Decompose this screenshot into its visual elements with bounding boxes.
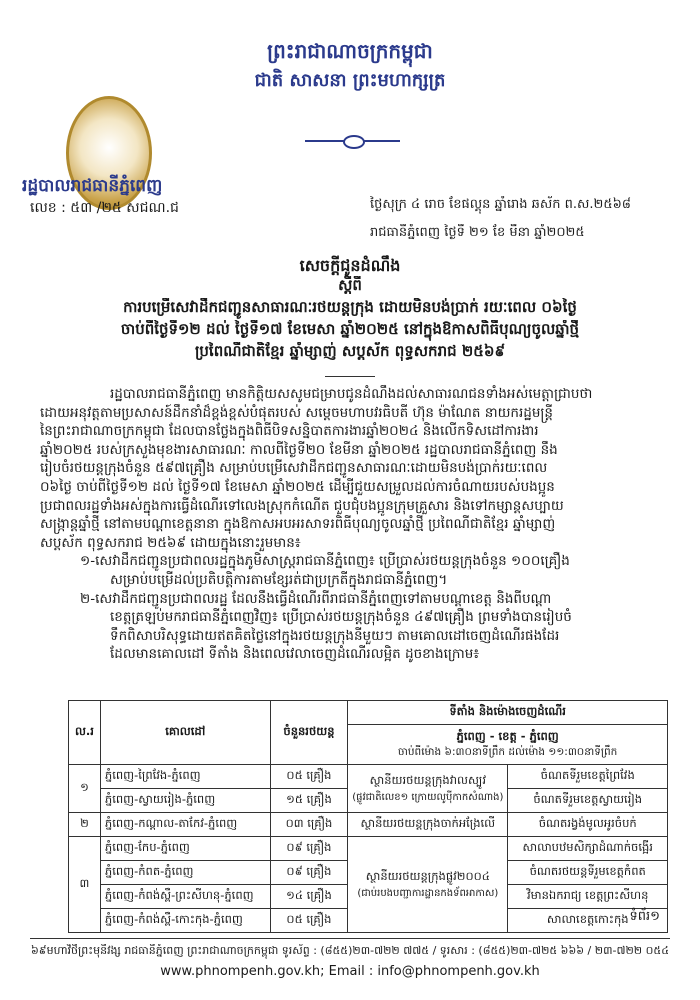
solar-date: រាជធានីភ្នំពេញ ថ្ងៃទី ២១ ខែ មីនា ឆ្នាំ២០២៥ xyxy=(370,225,585,240)
lunar-date: ថ្ងៃសុក្រ ៤ រោច ខែផល្គុន ឆ្នាំរោង ឆស័ក ព.ស.២៥៦៨ xyxy=(370,197,632,212)
body-line: ឆ្នាំ២០២៥ របស់ក្រសួងមុខងារសាធារណៈ កាលពីថ្ងៃទី២០ ខែមីនា ឆ្នាំ២០២៥ រដ្ឋបាលរាជធានីភ្នំពេញ នឹង xyxy=(40,441,558,458)
departure-name: ស្ថានីយរថយន្តក្រុងវាលស្បូវ xyxy=(369,772,487,787)
body-line: ទឹកពិសាបរិសុទ្ធដោយឥតគិតថ្លៃនៅក្នុងរថយន្តក្រុងនីមួយៗ តាមគោលដៅចេញដំណើរផងដែរ xyxy=(110,627,560,644)
cell-arrival: ចំណតរថយន្តទីរួមខេត្តកំពត xyxy=(508,861,668,885)
cell-count: ០៥ គ្រឿង xyxy=(270,765,348,789)
reference-number: លេខ : ៥៣ /២៥ សជណ.ជ xyxy=(30,200,179,216)
body-line: ២-សេវាដឹកជញ្ជូនប្រជាពលរដ្ឋ ដែលនឹងធ្វើដំណើរពីរាជធានីភ្នំពេញទៅតាមបណ្តាខេត្ត និងពីបណ្តា xyxy=(80,590,552,607)
header-bus-count: ចំនួនរថយន្ត xyxy=(270,701,348,765)
notice-about: ស្តីពី xyxy=(338,276,362,294)
table-row xyxy=(69,837,668,861)
departure-name: ស្ថានីយរថយន្តក្រុងផ្លូវ២០០៤ xyxy=(365,868,490,883)
body-line: ដោយអនុវត្តតាមប្រសាសន៍ដឹកនាំដ៏ខ្ពង់ខ្ពស់បំផុតរបស់ សម្តេចមហាបវរធិបតី ហ៊ុន ម៉ាណែត នាយករដ្ឋមន្ត្រី xyxy=(40,404,553,421)
departure-note: (ផ្លូវជាតិលេខ១ ក្រោយលូប៉ីកាកសំណាង) xyxy=(352,791,504,803)
cell-arrival: វិមានឯករាជ្យ ខេត្តព្រះសីហនុ xyxy=(508,885,668,909)
body-line: រៀបចំរថយន្តក្រុងចំនួន ៥៩៧គ្រឿង សម្រាប់បម្រើសេវាដឹកជញ្ជូនសាធារណៈដោយមិនបង់ប្រាក់រយៈពេល xyxy=(40,460,548,477)
body-line: នៃព្រះរាជាណាចក្រកម្ពុជា ដែលបានថ្លែងក្នុងពិធីបិទសន្និបាតការងារឆ្នាំ២០២៤ និងលើកទិសដៅការងារ xyxy=(40,423,539,440)
cell-destination: ភ្នំពេញ-កំពង់ស្ពឺ-ព្រះសីហនុ-ភ្នំពេញ xyxy=(100,885,270,909)
cell-departure: ស្ថានីយរថយន្តក្រុងចាក់អង្រែលើ xyxy=(348,813,508,837)
cell-arrival: សាលាបឋមសិក្សាដំណាក់ចង្អើរ xyxy=(508,837,668,861)
body-line: រដ្ឋបាលរាជធានីភ្នំពេញ មានកិត្តិយសសូមជម្រាបជូនដំណឹងដល់សាធារណជនទាំងអស់មេត្តាជ្រាបថា xyxy=(110,386,593,402)
body-line: ដែលមានគោលដៅ ទីតាំង និងពេលវេលាចេញដំណើរលម្អិត ដូចខាងក្រោម៖ xyxy=(110,646,480,663)
kingdom-title: ព្រះរាជាណាចក្រកម្ពុជា xyxy=(267,39,433,63)
ornament-divider xyxy=(305,140,400,142)
route-label: ភ្នំពេញ - ខេត្ត - ភ្នំពេញ xyxy=(456,728,559,743)
body-line: សម្រាប់បម្រើដល់ប្រតិបត្តិការតាមខ្សែរត់ជាប្រក្រតីក្នុងរាជធានីភ្នំពេញ។ xyxy=(110,572,448,588)
body-line: សង្ក្រាន្តឆ្នាំថ្មី នៅតាមបណ្តាខេត្តនានា ក្នុងឱកាសអបអរសាទរពិធីបុណ្យចូលឆ្នាំថ្មី ប្រពៃណីជាតិខ្មែរ ឆ្នាំម្សាញ់ xyxy=(40,516,556,533)
cell-no: ២ xyxy=(69,813,101,837)
organization-name: រដ្ឋបាលរាជធានីភ្នំពេញ xyxy=(22,176,163,196)
cell-arrival: ចំណតទីរួមខេត្តស្វាយរៀង xyxy=(508,789,668,813)
cell-destination: ភ្នំពេញ-កំពង់ស្ពឺ-កោះកុង-ភ្នំពេញ xyxy=(100,909,270,933)
footer-address: ៦៩មហាវិថីព្រះមុនីវង្ស រាជធានីភ្នំពេញ ព្រះរាជាណាចក្រកម្ពុជា ទូរស័ព្ទ : (៨៥៥)២៣-៧២២ ៧៧៥ / ទូរសារ : (៨៥៥)២៣-៧២៥ ៦៦៦ / ២៣-៧២២ ០៥៤ xyxy=(31,944,669,957)
cell-destination: ភ្នំពេញ-ព្រៃវែង-ភ្នំពេញ xyxy=(100,765,270,789)
cell-count: ១៤ គ្រឿង xyxy=(270,885,348,909)
departure-note: (ជាប់របងបញ្ជាការដ្ឋានកងទ័ពអាកាស) xyxy=(357,887,499,899)
separator xyxy=(325,376,375,377)
notice-heading: សេចក្តីជូនដំណឹង xyxy=(299,256,401,275)
body-line: ១-សេវាដឹកជញ្ជូនប្រជាពលរដ្ឋក្នុងភូមិសាស្ត្ររាជធានីភ្នំពេញ៖ ប្រើប្រាស់រថយន្តក្រុងចំនួន ១០០គ្រឿង xyxy=(80,553,570,570)
notice-subject-line: ប្រពៃណីជាតិខ្មែរ ឆ្នាំម្សាញ់ សប្តស័ក ពុទ្ធសករាជ ២៥៦៩ xyxy=(194,342,506,360)
cell-count: ០៣ គ្រឿង xyxy=(270,813,348,837)
cell-destination: ភ្នំពេញ-កណ្តាល-តាកែវ-ភ្នំពេញ xyxy=(100,813,270,837)
schedule-table xyxy=(68,700,668,933)
table-row xyxy=(69,813,668,837)
cell-count: ១៥ គ្រឿង xyxy=(270,789,348,813)
cell-destination: ភ្នំពេញ-កែប-ភ្នំពេញ xyxy=(100,837,270,861)
cell-departure xyxy=(348,765,508,813)
notice-subject-line: ចាប់ពីថ្ងៃទី១២ ដល់ ថ្ងៃទី១៧ ខែមេសា ឆ្នាំ២០២៥ នៅក្នុងឱកាសពិធីបុណ្យចូលឆ្នាំថ្មី xyxy=(120,320,580,338)
cell-destination: ភ្នំពេញ-កំពត-ភ្នំពេញ xyxy=(100,861,270,885)
cell-no: ១ xyxy=(69,765,101,813)
notice-subject-line: ការបម្រើសេវាដឹកជញ្ជូនសាធារណៈរថយន្តក្រុង ដោយមិនបង់ប្រាក់ រយៈពេល ០៦ថ្ងៃ xyxy=(123,298,577,316)
cell-count: ០៩ គ្រឿង xyxy=(270,837,348,861)
header-destination: គោលដៅ xyxy=(100,701,270,765)
cell-no: ៣ xyxy=(69,837,101,933)
header-no: ល.រ xyxy=(69,701,101,765)
body-line: ខេត្តត្រឡប់មករាជធានីភ្នំពេញវិញ៖ ប្រើប្រាស់រថយន្តក្រុងចំនួន ៤៩៧គ្រឿង ព្រមទាំងបានរៀបចំ xyxy=(110,609,572,626)
national-motto: ជាតិ សាសនា ព្រះមហាក្សត្រ xyxy=(254,70,446,91)
header-route xyxy=(348,725,668,765)
cell-arrival: សាលាខេត្តកោះកុង xyxy=(508,909,668,933)
cell-departure xyxy=(348,837,508,933)
cell-arrival: ចំណតទីរួមខេត្តព្រៃវែង xyxy=(508,765,668,789)
cell-count: ០៩ គ្រឿង xyxy=(270,861,348,885)
cell-destination: ភ្នំពេញ-ស្វាយរៀង-ភ្នំពេញ xyxy=(100,789,270,813)
body-line: ០៦ថ្ងៃ ចាប់ពីថ្ងៃទី១២ ដល់ ថ្ងៃទី១៧ ខែមេសា ឆ្នាំ២០២៥ ដើម្បីជួយសម្រួលដល់ការចំណាយរបស់បងប្អូន xyxy=(40,479,555,495)
body-line: សប្តស័ក ពុទ្ធសករាជ ២៥៦៩ ដោយក្នុងនោះរួមមាន៖ xyxy=(40,534,301,551)
cell-arrival: ចំណតរង្វង់មូលអូរចំបក់ xyxy=(508,813,668,837)
time-label: ចាប់ពីម៉ោង ៦:៣០នាទីព្រឹក ដល់ម៉ោង ១១:៣០នាទីព្រឹក xyxy=(397,745,618,758)
cell-count: ០៥ គ្រឿង xyxy=(270,909,348,933)
footer-contact[interactable]: www.phnompenh.gov.kh; Email : info@phnompenh.gov.kh xyxy=(160,964,540,979)
footer-divider xyxy=(30,938,670,939)
table-row xyxy=(69,765,668,789)
header-location: ទីតាំង និងម៉ោងចេញដំណើរ xyxy=(348,701,668,725)
body-line: ប្រជាពលរដ្ឋទាំងអស់ក្នុងការធ្វើដំណើរទៅលេងស្រុកកំណើត ជួបជុំបងប្អូនក្រុមគ្រួសារ និងទៅកម្សាន្តសប្បាយ xyxy=(40,497,564,514)
page-number: ទំព័រ១ xyxy=(629,909,660,924)
